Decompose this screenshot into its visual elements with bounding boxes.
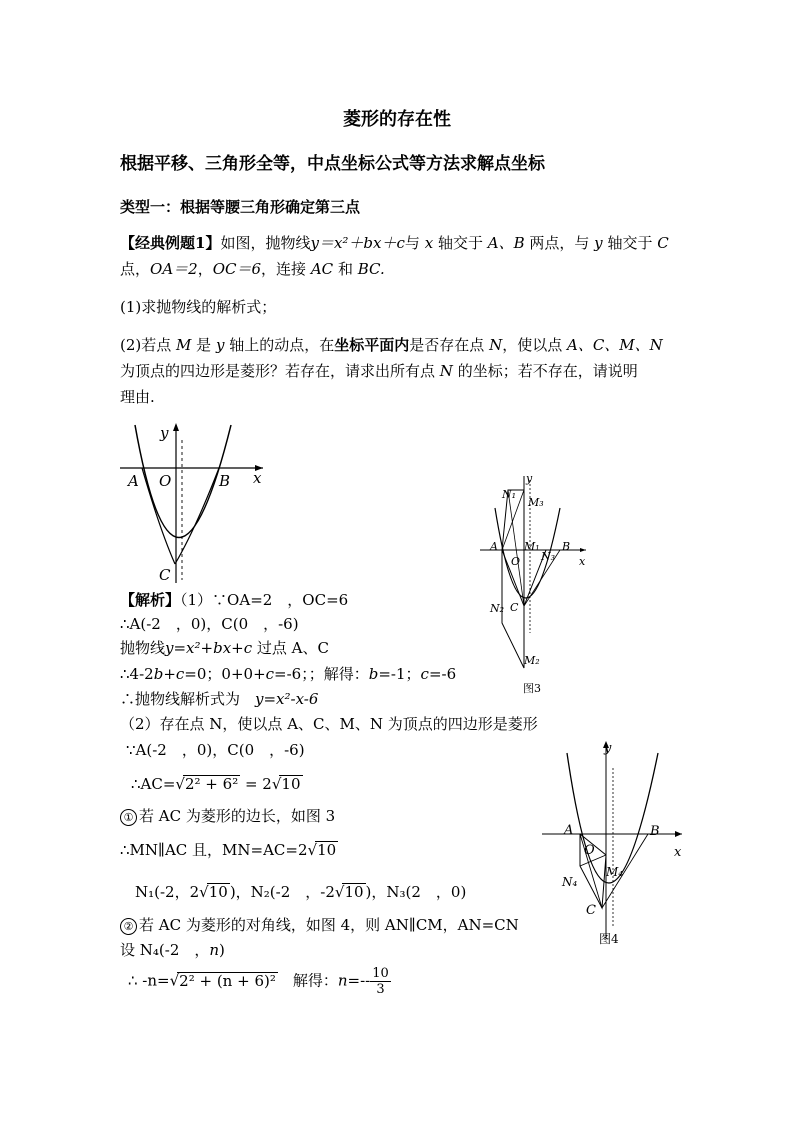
label-a: A bbox=[490, 540, 498, 553]
type-heading: 类型一：根据等腰三角形确定第三点 bbox=[120, 198, 361, 216]
label-b: B bbox=[562, 540, 571, 553]
question-2-line-1: (2)若点 M 是 y 轴上的动点，在坐标平面内是否存在点 N，使以点 A、C、M、N bbox=[120, 336, 663, 354]
label-b: B bbox=[219, 472, 231, 490]
rhombus-n1 bbox=[502, 490, 524, 606]
solution-line-12: ② 若 AC 为菱形的对角线，如图 4，则 AN∥CM，AN=CN bbox=[120, 915, 519, 935]
label-o: O bbox=[584, 843, 595, 858]
label-m2: M₂ bbox=[524, 654, 540, 667]
solution-line-9: ① 若 AC 为菱形的边长，如图 3 bbox=[120, 806, 335, 826]
figure-1-parabola bbox=[115, 420, 265, 585]
label-x: x bbox=[253, 469, 262, 487]
page-title: 菱形的存在性 bbox=[343, 109, 451, 130]
solution-line-11: N₁(-2，2√10 )，N₂(-2 ，-2√10 )，N₃(2 ，0) bbox=[135, 883, 467, 901]
label-y: y bbox=[160, 424, 169, 442]
label-c: C bbox=[510, 601, 519, 614]
solution-line-1: 【解析】（1）∵OA=2 ，OC=6 bbox=[120, 591, 349, 609]
solution-tag: 【解析】 bbox=[120, 591, 181, 609]
label-m3: M₃ bbox=[528, 496, 544, 509]
label-a: A bbox=[128, 472, 139, 490]
label-m4: M₄ bbox=[606, 865, 624, 879]
section-subtitle: 根据平移、三角形全等，中点坐标公式等方法求解点坐标 bbox=[120, 154, 545, 174]
solution-line-3: 抛物线y=x²+bx+c 过点 A、C bbox=[120, 639, 329, 657]
label-n4: N₄ bbox=[562, 875, 578, 889]
label-x: x bbox=[674, 845, 682, 860]
example-line-2: 点，OA＝2，OC＝6，连接 AC 和 BC. bbox=[120, 260, 385, 278]
solution-line-7: ∵A(-2 ，0)，C(0 ，-6) bbox=[126, 741, 305, 759]
label-y: y bbox=[526, 472, 533, 485]
label-n3: N₃ bbox=[541, 550, 556, 563]
parabola-curve bbox=[135, 425, 231, 538]
label-m1: M₁ bbox=[524, 540, 540, 553]
solution-line-14: ∴ -n=√2² + (n + 6)² 解得：n=-- $\frac{10}{3}$ bbox=[128, 966, 389, 997]
label-a: A bbox=[564, 823, 574, 838]
label-c: C bbox=[586, 903, 596, 918]
example-line-1: 【经典例题1】如图，抛物线y＝x²＋bx＋c与 x 轴交于 A、B 两点，与 y 轴交于 C bbox=[120, 234, 669, 252]
solution-line-10: ∴MN∥AC 且，MN=AC=2√10 bbox=[120, 841, 337, 859]
figure-3 bbox=[478, 468, 588, 698]
question-1: (1)求抛物线的解析式； bbox=[120, 298, 277, 316]
label-y: y bbox=[604, 741, 612, 756]
question-2-line-2: 为顶点的四边形是菱形？若存在，请求出所有点 N 的坐标；若不存在，请说明 bbox=[120, 362, 638, 380]
solution-line-13: 设 N₄(-2 ，n) bbox=[120, 941, 225, 959]
solution-line-8: ∴AC=√2² + 6² = 2√10 bbox=[131, 775, 301, 793]
label-o: O bbox=[511, 555, 521, 568]
solution-line-4: ∴4-2b+c=0；0+0+c=-6；；解得：b=-1；c=-6 bbox=[120, 665, 457, 683]
question-2-line-3: 理由. bbox=[120, 388, 155, 406]
example-tag: 【经典例题1】 bbox=[120, 234, 221, 252]
label-o: O bbox=[159, 472, 172, 490]
label-n2: N₂ bbox=[490, 602, 505, 615]
solution-line-5: ∴抛物线解析式为 y=x²-x-6 bbox=[120, 690, 319, 708]
label-n1: N₁ bbox=[502, 488, 517, 501]
fraction: $\frac{10}{3}$ bbox=[372, 966, 389, 997]
fig3-caption: 图3 bbox=[523, 682, 541, 695]
label-x: x bbox=[579, 555, 586, 568]
figure-4 bbox=[540, 738, 690, 953]
fig4-caption: 图4 bbox=[599, 932, 619, 946]
parabola-curve bbox=[567, 753, 658, 883]
solution-line-2: ∴A(-2 ，0)，C(0 ，-6) bbox=[120, 615, 299, 633]
label-b: B bbox=[650, 824, 660, 839]
label-c: C bbox=[159, 566, 171, 584]
solution-line-6: （2）存在点 N，使以点 A、C、M、N 为顶点的四边形是菱形 bbox=[120, 715, 538, 733]
